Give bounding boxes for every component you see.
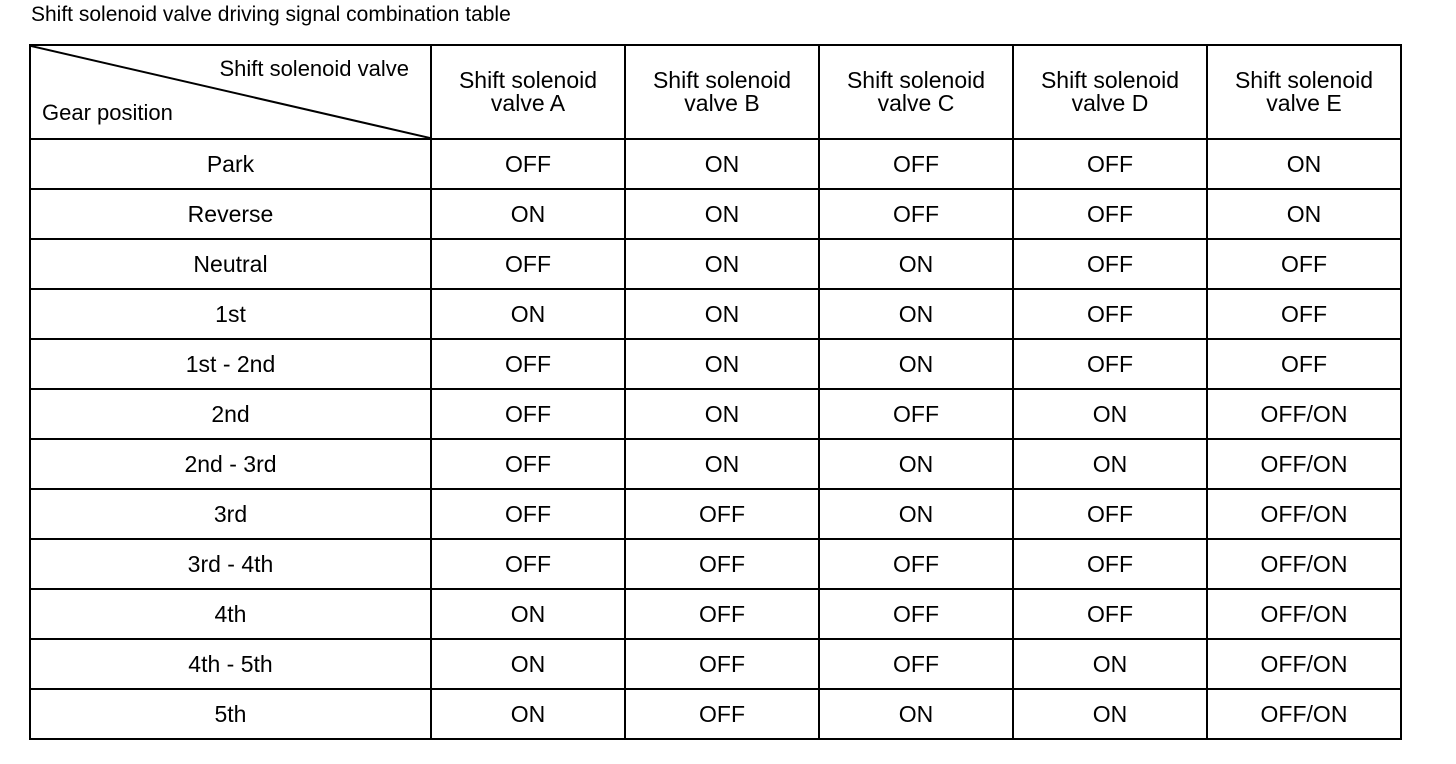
valve-a-cell: ON xyxy=(431,689,625,739)
gear-position-cell: 3rd - 4th xyxy=(30,539,431,589)
gear-position-cell: Park xyxy=(30,139,431,189)
column-header-line2: valve E xyxy=(1266,90,1342,116)
valve-b-cell: OFF xyxy=(625,489,819,539)
valve-c-cell: ON xyxy=(819,239,1013,289)
column-header-valve-b xyxy=(625,45,819,139)
combination-table xyxy=(29,44,1402,740)
valve-e-cell: OFF xyxy=(1207,289,1401,339)
valve-c-cell: OFF xyxy=(819,189,1013,239)
valve-d-cell: ON xyxy=(1013,389,1207,439)
valve-e-cell: OFF xyxy=(1207,339,1401,389)
row-axis-label: Gear position xyxy=(42,100,173,125)
valve-e-cell: OFF/ON xyxy=(1207,539,1401,589)
column-header-line1: Shift solenoid xyxy=(1234,67,1374,93)
valve-e-cell: OFF/ON xyxy=(1207,439,1401,489)
valve-c-cell: OFF xyxy=(819,389,1013,439)
valve-d-cell: OFF xyxy=(1013,339,1207,389)
valve-e-cell: OFF xyxy=(1207,239,1401,289)
table-row xyxy=(30,239,1401,289)
valve-e-cell: OFF/ON xyxy=(1207,639,1401,689)
valve-a-cell: ON xyxy=(431,639,625,689)
valve-c-cell: ON xyxy=(819,289,1013,339)
gear-position-cell: 4th xyxy=(30,589,431,639)
valve-b-cell: OFF xyxy=(625,539,819,589)
valve-b-cell: OFF xyxy=(625,639,819,689)
table-row xyxy=(30,289,1401,339)
valve-d-cell: OFF xyxy=(1013,539,1207,589)
column-header-valve-a xyxy=(431,45,625,139)
gear-position-cell: 2nd - 3rd xyxy=(30,439,431,489)
valve-b-cell: ON xyxy=(625,289,819,339)
valve-e-cell: OFF/ON xyxy=(1207,489,1401,539)
column-header-line1: Shift solenoid xyxy=(846,67,986,93)
valve-c-cell: OFF xyxy=(819,589,1013,639)
valve-c-cell: OFF xyxy=(819,539,1013,589)
valve-a-cell: OFF xyxy=(431,339,625,389)
table-row xyxy=(30,389,1401,439)
valve-d-cell: ON xyxy=(1013,439,1207,489)
valve-a-cell: OFF xyxy=(431,239,625,289)
valve-a-cell: OFF xyxy=(431,389,625,439)
column-header-line1: Shift solenoid xyxy=(1040,67,1180,93)
table-row xyxy=(30,189,1401,239)
valve-a-cell: ON xyxy=(431,189,625,239)
valve-c-cell: ON xyxy=(819,489,1013,539)
valve-b-cell: OFF xyxy=(625,589,819,639)
column-header-line2: valve C xyxy=(877,90,955,116)
valve-c-cell: OFF xyxy=(819,139,1013,189)
table-title: Shift solenoid valve driving signal combination table xyxy=(31,3,511,26)
valve-b-cell: ON xyxy=(625,139,819,189)
column-header-line2: valve B xyxy=(684,90,760,116)
table-row xyxy=(30,639,1401,689)
table-row xyxy=(30,589,1401,639)
valve-b-cell: ON xyxy=(625,239,819,289)
valve-a-cell: OFF xyxy=(431,439,625,489)
valve-b-cell: ON xyxy=(625,439,819,489)
valve-d-cell: OFF xyxy=(1013,239,1207,289)
valve-d-cell: OFF xyxy=(1013,189,1207,239)
table-row xyxy=(30,689,1401,739)
gear-position-cell: 4th - 5th xyxy=(30,639,431,689)
valve-b-cell: ON xyxy=(625,339,819,389)
valve-d-cell: ON xyxy=(1013,689,1207,739)
table-row xyxy=(30,139,1401,189)
valve-c-cell: ON xyxy=(819,339,1013,389)
gear-position-cell: 3rd xyxy=(30,489,431,539)
column-header-line1: Shift solenoid xyxy=(458,67,598,93)
valve-d-cell: ON xyxy=(1013,639,1207,689)
column-header-valve-d xyxy=(1013,45,1207,139)
valve-c-cell: OFF xyxy=(819,639,1013,689)
valve-a-cell: OFF xyxy=(431,489,625,539)
table-row xyxy=(30,439,1401,489)
column-header-valve-c xyxy=(819,45,1013,139)
valve-d-cell: OFF xyxy=(1013,289,1207,339)
gear-position-cell: 1st - 2nd xyxy=(30,339,431,389)
header-row xyxy=(30,45,1401,139)
valve-b-cell: ON xyxy=(625,389,819,439)
gear-position-cell: 5th xyxy=(30,689,431,739)
corner-header-cell xyxy=(30,45,431,139)
valve-e-cell: ON xyxy=(1207,139,1401,189)
gear-position-cell: Neutral xyxy=(30,239,431,289)
table-row xyxy=(30,539,1401,589)
valve-a-cell: ON xyxy=(431,289,625,339)
valve-e-cell: OFF/ON xyxy=(1207,689,1401,739)
valve-c-cell: ON xyxy=(819,439,1013,489)
valve-d-cell: OFF xyxy=(1013,589,1207,639)
gear-position-cell: 2nd xyxy=(30,389,431,439)
gear-position-cell: 1st xyxy=(30,289,431,339)
valve-e-cell: OFF/ON xyxy=(1207,389,1401,439)
valve-a-cell: OFF xyxy=(431,139,625,189)
column-axis-label: Shift solenoid valve xyxy=(219,56,409,81)
column-header-line2: valve A xyxy=(490,90,566,116)
column-header-line1: Shift solenoid xyxy=(652,67,792,93)
valve-e-cell: ON xyxy=(1207,189,1401,239)
valve-a-cell: ON xyxy=(431,589,625,639)
valve-d-cell: OFF xyxy=(1013,489,1207,539)
valve-d-cell: OFF xyxy=(1013,139,1207,189)
column-header-line2: valve D xyxy=(1071,90,1149,116)
column-header-valve-e xyxy=(1207,45,1401,139)
table-row xyxy=(30,489,1401,539)
gear-position-cell: Reverse xyxy=(30,189,431,239)
valve-b-cell: ON xyxy=(625,189,819,239)
valve-e-cell: OFF/ON xyxy=(1207,589,1401,639)
table-row xyxy=(30,339,1401,389)
valve-c-cell: ON xyxy=(819,689,1013,739)
valve-a-cell: OFF xyxy=(431,539,625,589)
valve-b-cell: OFF xyxy=(625,689,819,739)
